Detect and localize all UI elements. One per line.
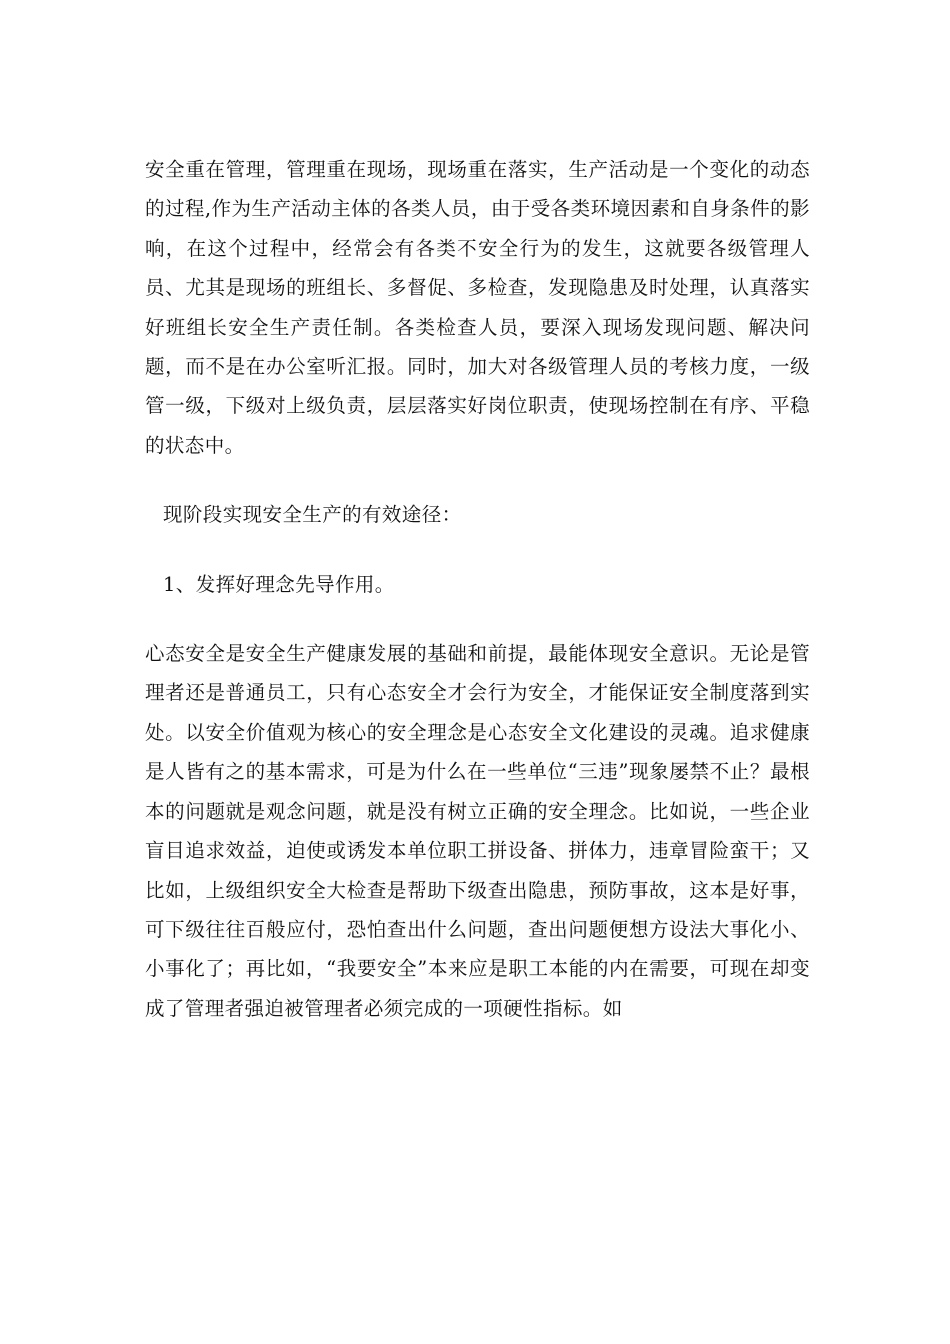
section-heading-effective-approaches: 现阶段实现安全生产的有效途径： (163, 503, 462, 527)
paragraph-safety-management: 安全重在管理，管理重在现场，现场重在落实，生产活动是一个变化的动态的过程,作为生产活动主体的各类人员，由于受各类环境因素和自身条件的影响，在这个过程中，经常会有各类不安全行为的发生，这就要各级管理人员、尤其是现场的班组长、多督促、多检查，发现隐患及时处理，认真落实好班组长安全生产责任制。各类检查人员，要深入现场发现问题、解决问题，而不是在办公室听汇报。同时，加大对各级管理人员的考核力度，一级管一级，下级对上级负责，层层落实好岗位职责，使现场控制在有序、平稳的状态中。 (145, 158, 810, 457)
subsection-heading-concept-guidance: 1、发挥好理念先导作用。 (163, 572, 395, 596)
document-body (145, 150, 810, 1028)
paragraph-mental-safety: 心态安全是安全生产健康发展的基础和前提，最能体现安全意识。无论是管理者还是普通员工，只有心态安全才会行为安全，才能保证安全制度落到实处。以安全价值观为核心的安全理念是心态安全文化建设的灵魂。追求健康是人皆有之的基本需求，可是为什么在一些单位“三违”现象屡禁不止？最根本的问题就是观念问题，就是没有树立正确的安全理念。比如说，一些企业盲目追求效益，迫使或诱发本单位职工拼设备、拼体力，违章冒险蛮干；又比如，上级组织安全大检查是帮助下级查出隐患，预防事故，这本是好事，可下级往往百般应付，恐怕查出什么问题，查出问题便想方设法大事化小、小事化了；再比如，“我要安全”本来应是职工本能的内在需要，可现在却变成了管理者强迫被管理者必须完成的一项硬性指标。如 (145, 642, 810, 1020)
